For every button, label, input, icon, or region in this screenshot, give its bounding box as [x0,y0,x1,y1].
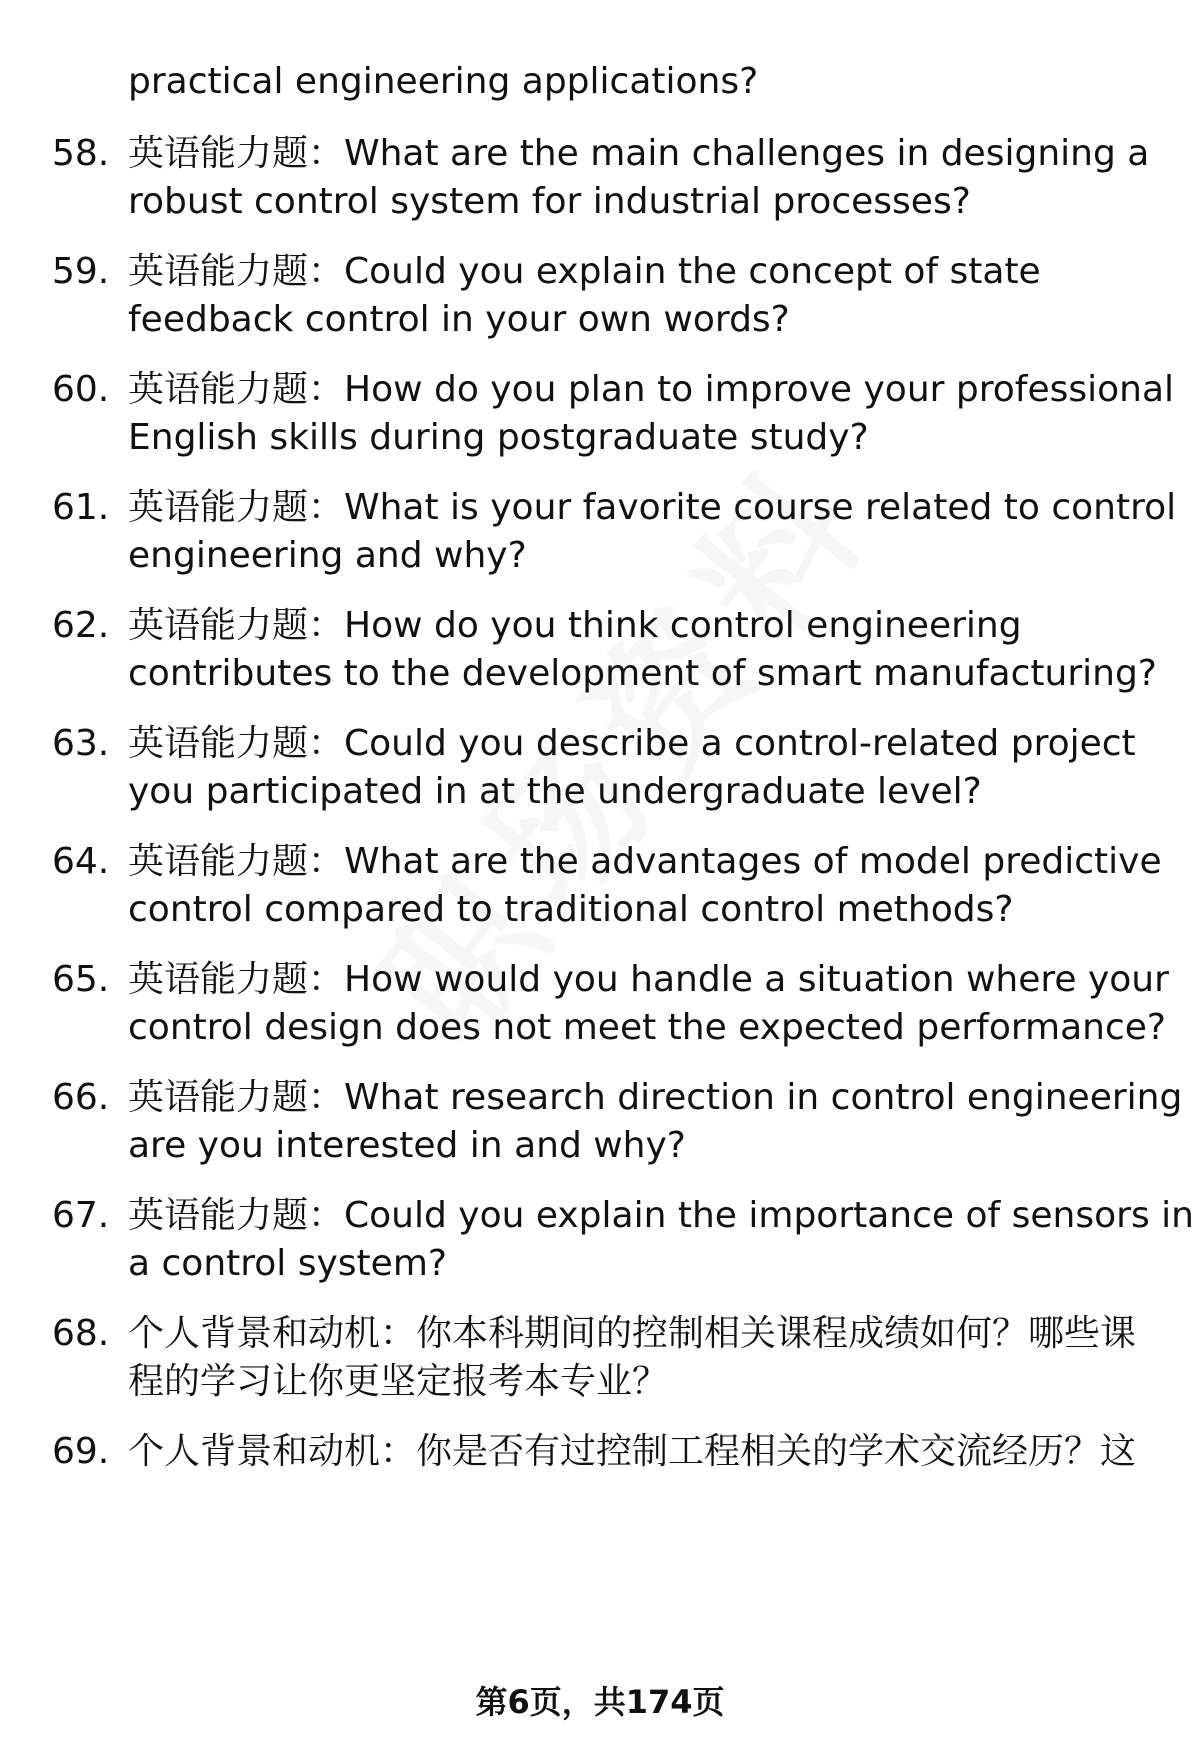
question-line: a control system? [128,1243,447,1284]
question-text [128,838,1168,934]
question-line: 英语能力题：How would you handle a situation where your [128,959,1169,1000]
question-text [128,1192,1194,1288]
question-number: 60. [52,369,110,410]
question-text [128,1074,1183,1170]
question-number: 61. [52,487,110,528]
question-line: control design does not meet the expected performance? [128,1007,1167,1048]
continued-text: practical engineering applications? [128,61,759,102]
question-text [128,720,1168,816]
question-number: 58. [52,133,110,174]
question-text [128,1428,1168,1476]
question-number: 59. [52,251,110,292]
question-line: English skills during postgraduate study? [128,417,869,458]
question-number: 64. [52,841,110,882]
page-footer: 第6页，共174页 [475,1683,725,1721]
question-line: feedback control in your own words? [128,299,790,340]
question-line: 个人背景和动机：你是否有过控制工程相关的学术交流经历？这 [128,1431,1137,1472]
question-number: 67. [52,1195,110,1236]
question-line: 英语能力题：How do you think control engineering [128,605,1022,646]
question-line: 英语能力题：How do you plan to improve your professional [128,369,1175,410]
question-line: 英语能力题：What are the main challenges in designing a [128,133,1150,174]
question-line: 英语能力题：What is your favorite course related to control [128,487,1177,528]
question-line: 英语能力题：What are the advantages of model predictive [128,841,1162,882]
question-number: 66. [52,1077,110,1118]
question-text [128,1310,1168,1406]
question-text [128,248,1168,344]
question-number: 69. [52,1431,110,1472]
question-line: robust control system for industrial processes? [128,181,971,222]
question-number: 63. [52,723,110,764]
question-number: 62. [52,605,110,646]
question-line: you participated in at the undergraduate level? [128,771,982,812]
question-line: engineering and why? [128,535,527,576]
question-line: 英语能力题：Could you explain the importance of sensors in [128,1195,1194,1236]
question-line: 英语能力题：Could you describe a control-related project [128,723,1136,764]
question-number: 65. [52,959,110,1000]
question-line: control compared to traditional control methods? [128,889,1014,930]
question-number: 68. [52,1313,110,1354]
question-line: 程的学习让你更坚定报考本专业？ [128,1361,669,1402]
question-text [128,956,1168,1052]
question-line: 个人背景和动机：你本科期间的控制相关课程成绩如何？哪些课 [128,1313,1137,1354]
question-line: are you interested in and why? [128,1125,686,1166]
question-text [128,130,1168,226]
question-line: 英语能力题：Could you explain the concept of state [128,251,1041,292]
question-line: contributes to the development of smart manufacturing? [128,653,1157,694]
question-text [128,366,1175,462]
question-text [128,484,1177,580]
question-line: 英语能力题：What research direction in control engineering [128,1077,1183,1118]
question-text [128,602,1168,698]
